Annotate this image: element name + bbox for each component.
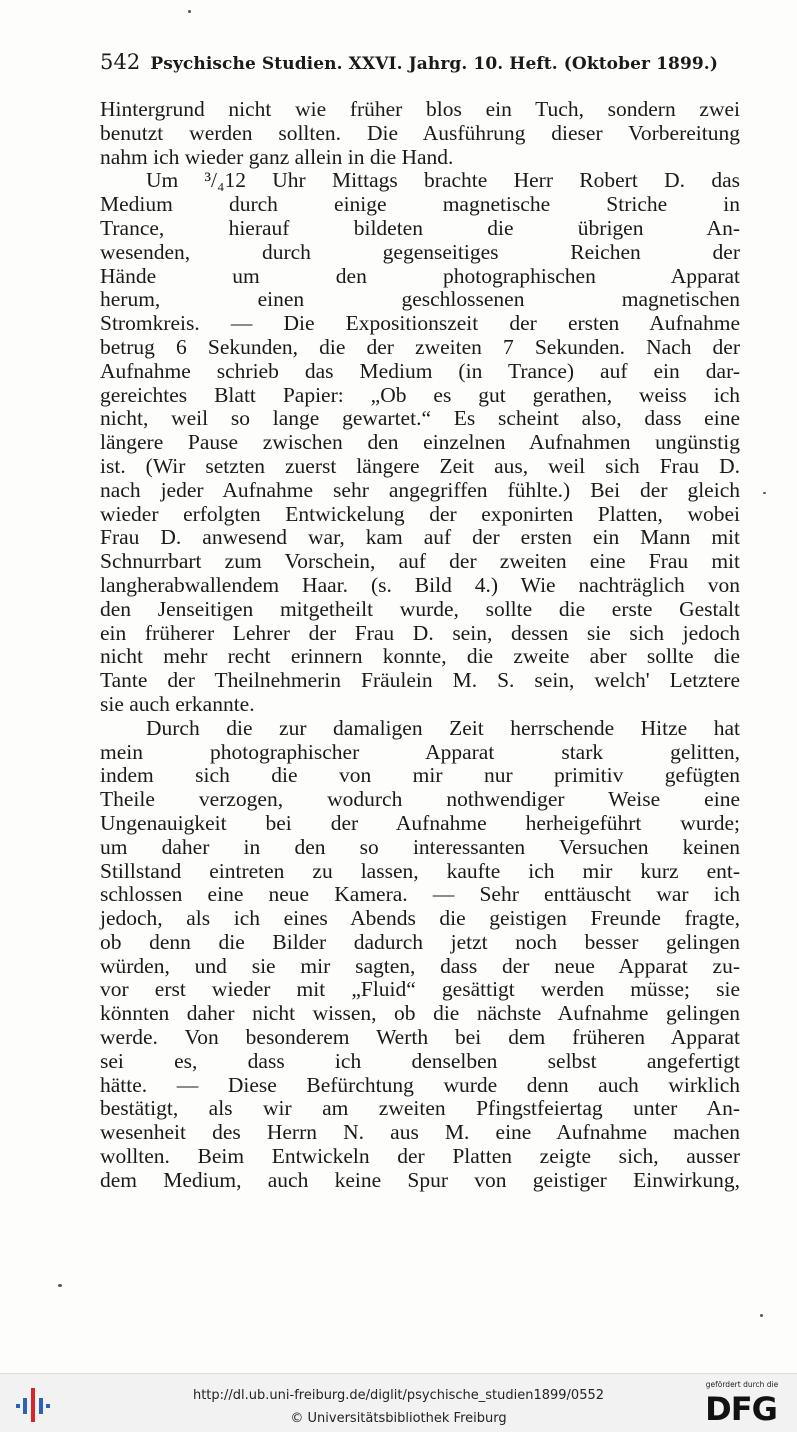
text-line: Aufnahme schrieb das Medium (in Trance) auf ein dar-	[100, 358, 740, 383]
text-line: ein früherer Lehrer der Frau D. sein, dessen sie sich jedoch	[100, 620, 740, 645]
text-line: vor erst wieder mit „Fluid“ gesättigt werden müsse; sie	[100, 977, 740, 1002]
text-line: wieder erfolgten Entwickelung der exponirten Platten, wobei	[100, 501, 740, 526]
scan-speck	[188, 10, 191, 13]
text-line: wesenden, durch gegenseitiges Reichen der	[100, 239, 740, 264]
text-line: bestätigt, als wir am zweiten Pfingstfeiertag unter An-	[100, 1096, 740, 1121]
text-line: nach jeder Aufnahme sehr angegriffen fühlte.) Bei der gleich	[100, 477, 740, 502]
running-head	[100, 50, 740, 74]
text-line: Stromkreis. — Die Expositionszeit der ersten Aufnahme	[100, 311, 740, 336]
text-line: Tante der Theilnehmerin Fräulein M. S. sein, welch' Letztere	[100, 668, 740, 693]
text-line: den Jenseitigen mitgetheilt wurde, sollte die erste Gestalt	[100, 596, 740, 621]
text-line: nicht, weil so lange gewartet.“ Es scheint also, dass eine	[100, 406, 740, 431]
text-line: nahm ich wieder ganz allein in die Hand.	[100, 144, 454, 169]
text-line: Um ³/₄12 Uhr Mittags brachte Herr Robert D. das	[146, 168, 740, 193]
text-line: Theile verzogen, wodurch nothwendiger Weise eine	[100, 787, 740, 812]
text-line: Frau D. anwesend war, kam auf der ersten ein Mann mit	[100, 525, 740, 550]
viewer-footer	[0, 1373, 797, 1432]
text-line: würden, und sie mir sagten, dass der neue Apparat zu-	[100, 953, 740, 978]
text-line: könnten daher nicht wissen, ob die nächste Aufnahme gelingen	[100, 1001, 740, 1026]
funding-tagline: gefördert durch die	[705, 1380, 779, 1389]
text-line: nicht mehr recht erinnern konnte, die zweite aber sollte die	[100, 644, 740, 669]
text-line: ob denn die Bilder dadurch jetzt noch besser gelingen	[100, 929, 740, 954]
dfg-wordmark: DFG	[705, 1390, 777, 1428]
scan-speck	[58, 1284, 62, 1287]
text-line: wollten. Beim Entwickeln der Platten zeigte sich, ausser	[100, 1144, 740, 1169]
text-line: Medium durch einige magnetische Striche in	[100, 192, 740, 217]
text-line: Durch die zur damaligen Zeit herrschende Hitze hat	[146, 715, 740, 740]
text-line: Schnurrbart zum Vorschein, auf der zweiten eine Frau mit	[100, 549, 740, 574]
scan-speck	[760, 1314, 763, 1317]
text-line: Trance, hierauf bildeten die übrigen An-	[100, 215, 740, 240]
text-line: indem sich die von mir nur primitiv gefügten	[100, 763, 740, 788]
text-line: Ungenauigkeit bei der Aufnahme herheigeführt wurde;	[100, 810, 740, 835]
text-line: langherabwallendem Haar. (s. Bild 4.) Wie nachträglich von	[100, 572, 740, 597]
text-line: schlossen eine neue Kamera. — Sehr enttäuscht war ich	[100, 882, 740, 907]
text-line: jedoch, als ich eines Abends die geistigen Freunde fragte,	[100, 906, 740, 931]
text-line: gereichtes Blatt Papier: „Ob es gut gerathen, weiss ich	[100, 382, 740, 407]
permalink-url[interactable]: http://dl.ub.uni-freiburg.de/diglit/psychische_studien1899/0552	[192, 1388, 605, 1403]
text-line: um daher in den so interessanten Versuchen keinen	[100, 834, 740, 859]
page-number: 542	[100, 50, 141, 74]
body-text	[100, 98, 740, 1193]
text-line: herum, einen geschlossenen magnetischen	[100, 287, 740, 312]
text-line: dem Medium, auch keine Spur von geistiger Einwirkung,	[100, 1167, 740, 1192]
text-line: längere Pause zwischen den einzelnen Aufnahmen ungünstig	[100, 430, 740, 455]
text-line: sie auch erkannte.	[100, 691, 255, 716]
copyright-notice: © Universitätsbibliothek Freiburg	[290, 1411, 507, 1426]
running-title: Psychische Studien. XXVI. Jahrg. 10. Heft. (Oktober 1899.)	[150, 54, 718, 74]
text-line: wesenheit des Herrn N. aus M. eine Aufnahme machen	[100, 1120, 740, 1145]
text-line: werde. Von besonderem Werth bei dem früheren Apparat	[100, 1025, 740, 1050]
text-line: sei es, dass ich denselben selbst angefertigt	[100, 1048, 740, 1073]
text-line: ist. (Wir setzten zuerst längere Zeit aus, weil sich Frau D.	[100, 453, 740, 478]
text-line: mein photographischer Apparat stark gelitten,	[100, 739, 740, 764]
scan-speck	[763, 492, 766, 494]
text-line: Stillstand eintreten zu lassen, kaufte ich mir kurz ent-	[100, 858, 740, 883]
text-line: Hintergrund nicht wie früher blos ein Tuch, sondern zwei	[100, 97, 740, 121]
text-line: hätte. — Diese Befürchtung wurde denn auch wirklich	[100, 1072, 740, 1097]
text-line: Hände um den photographischen Apparat	[100, 263, 740, 288]
text-line: betrug 6 Sekunden, die der zweiten 7 Sekunden. Nach der	[100, 334, 740, 359]
text-line: benutzt werden sollten. Die Ausführung dieser Vorbereitung	[100, 120, 740, 145]
dfg-logo	[697, 1380, 787, 1428]
